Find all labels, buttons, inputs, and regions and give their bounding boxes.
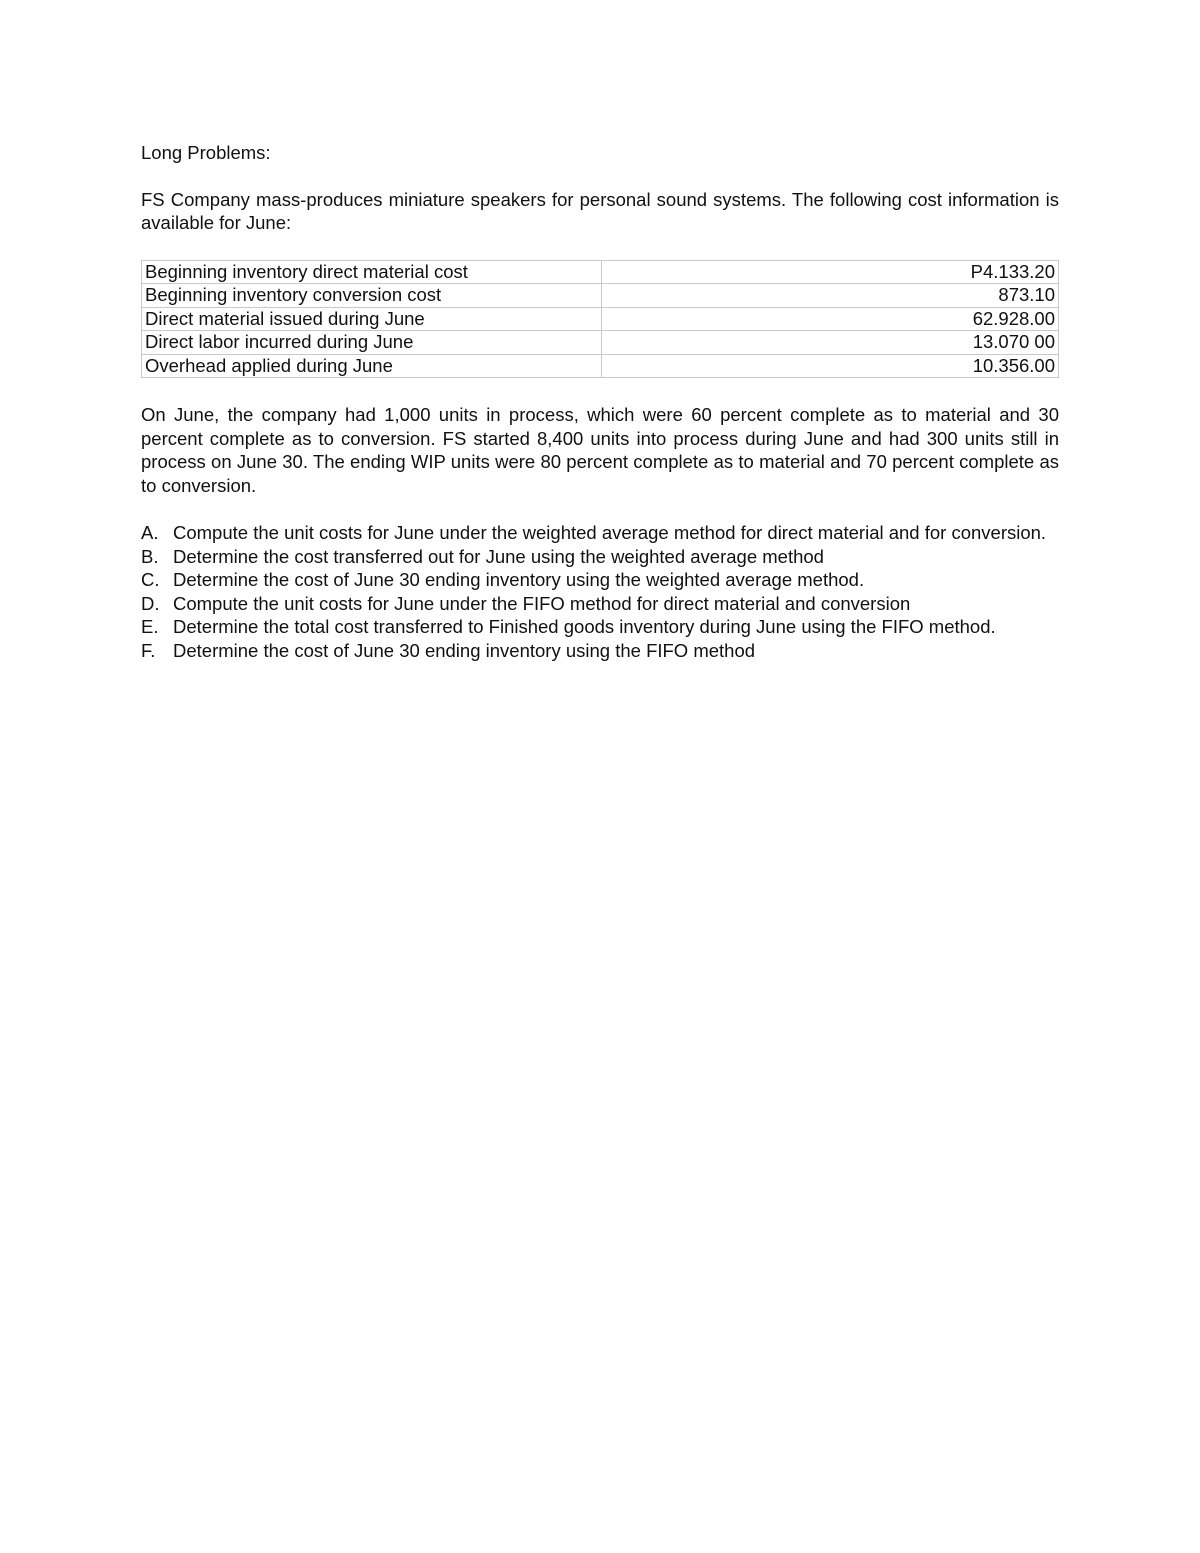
question-marker: B. [141, 545, 159, 567]
table-row [142, 331, 1059, 355]
question-text: Compute the unit costs for June under the weighted average method for direct material and for conversion. [173, 522, 1047, 543]
question-marker: E. [141, 616, 159, 637]
cost-amount: P4.133.20 [602, 260, 1059, 284]
table-row [142, 260, 1059, 284]
cost-amount: 13.070 00 [602, 331, 1059, 355]
question-text: Determine the cost transferred out for June using the weighted average method [173, 545, 824, 567]
cost-label: Overhead applied during June [142, 354, 602, 378]
question-text: Determine the cost of June 30 ending inventory using the FIFO method [173, 639, 756, 661]
cost-amount: 10.356.00 [602, 354, 1059, 378]
cost-label: Beginning inventory conversion cost [142, 284, 602, 308]
table-row [142, 307, 1059, 331]
list-item [141, 545, 1059, 569]
document-content [141, 141, 1059, 662]
list-item [141, 568, 1059, 592]
list-item [141, 639, 1059, 663]
list-item [141, 615, 1059, 639]
question-text: Determine the total cost transferred to Finished goods inventory during June using the FIFO method. [173, 616, 996, 637]
intro-paragraph: FS Company mass-produces miniature speakers for personal sound systems. The following cost information is available for June: [141, 188, 1059, 233]
table-row [142, 354, 1059, 378]
cost-label: Beginning inventory direct material cost [142, 260, 602, 284]
cost-label: Direct labor incurred during June [142, 331, 602, 355]
question-marker: F. [141, 639, 156, 661]
cost-amount: 873.10 [602, 284, 1059, 308]
question-marker: C. [141, 569, 160, 590]
question-list [141, 521, 1059, 662]
process-description: On June, the company had 1,000 units in process, which were 60 percent complete as to material and 30 percent complete as to conversion. FS started 8,400 units into process during June and had 300 units still in process on June 30. The ending WIP units were 80 percent complete as to material and 70 percent complete as to conversion. [141, 404, 1059, 496]
cost-label: Direct material issued during June [142, 307, 602, 331]
question-text: Compute the unit costs for June under the FIFO method for direct material and conversion [173, 592, 911, 614]
question-text: Determine the cost of June 30 ending inventory using the weighted average method. [173, 569, 865, 590]
question-marker: D. [141, 592, 160, 614]
cost-amount: 62.928.00 [602, 307, 1059, 331]
section-heading: Long Problems: [141, 142, 271, 163]
cost-information-table [141, 260, 1059, 379]
list-item [141, 592, 1059, 616]
table-row [142, 284, 1059, 308]
question-marker: A. [141, 522, 159, 543]
list-item [141, 521, 1059, 545]
